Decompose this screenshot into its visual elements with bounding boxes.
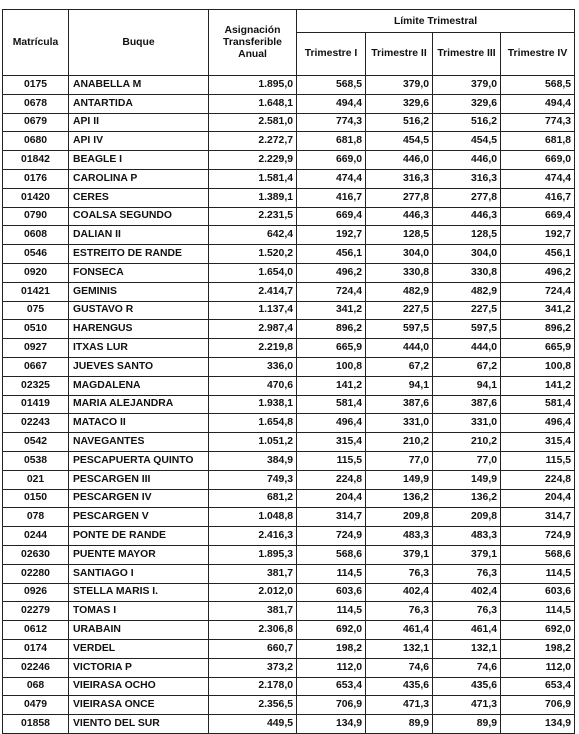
trimestre-4-cell: 114,5 [501,564,575,583]
trimestre-4-cell: 198,2 [501,639,575,658]
asignacion-cell: 2.231,5 [209,207,297,226]
trimestre-4-cell: 603,6 [501,583,575,602]
trimestre-3-cell: 210,2 [433,433,501,452]
table-row [3,226,575,245]
trimestre-4-cell: 724,9 [501,527,575,546]
trimestre-2-cell: 209,8 [366,508,433,527]
trimestre-2-cell: 210,2 [366,433,433,452]
table-row [3,470,575,489]
buque-cell: MATACO II [69,414,209,433]
matricula-cell: 0678 [3,94,69,113]
matricula-cell: 02243 [3,414,69,433]
table-row [3,395,575,414]
asignacion-cell: 2.219,8 [209,339,297,358]
trimestre-2-cell: 74,6 [366,658,433,677]
buque-cell: MAGDALENA [69,376,209,395]
trimestre-4-cell: 204,4 [501,489,575,508]
trimestre-1-cell: 416,7 [297,188,366,207]
trimestre-4-cell: 314,7 [501,508,575,527]
buque-cell: VIENTO DEL SUR [69,715,209,734]
asignacion-cell: 381,7 [209,564,297,583]
trimestre-1-cell: 496,4 [297,414,366,433]
buque-cell: NAVEGANTES [69,433,209,452]
buque-cell: SANTIAGO I [69,564,209,583]
trimestre-2-cell: 482,9 [366,282,433,301]
buque-cell: PESCAPUERTA QUINTO [69,451,209,470]
matricula-cell: 0176 [3,169,69,188]
buque-cell: ANABELLA M [69,76,209,95]
matricula-cell: 0926 [3,583,69,602]
buque-cell: PESCARGEN V [69,508,209,527]
trimestre-4-cell: 315,4 [501,433,575,452]
buque-cell: API IV [69,132,209,151]
asignacion-cell: 1.048,8 [209,508,297,527]
asignacion-cell: 2.012,0 [209,583,297,602]
trimestre-1-cell: 114,5 [297,564,366,583]
trimestre-3-cell: 471,3 [433,696,501,715]
trimestre-2-cell: 76,3 [366,564,433,583]
matricula-cell: 0546 [3,245,69,264]
table-row [3,169,575,188]
table-row [3,527,575,546]
trimestre-1-cell: 100,8 [297,357,366,376]
header-asignacion: Asignación Transferible Anual [209,10,297,76]
asignacion-cell: 1.648,1 [209,94,297,113]
trimestre-4-cell: 494,4 [501,94,575,113]
table-row [3,132,575,151]
table-row [3,545,575,564]
asignacion-cell: 336,0 [209,357,297,376]
trimestre-3-cell: 132,1 [433,639,501,658]
matricula-cell: 02630 [3,545,69,564]
matricula-cell: 01858 [3,715,69,734]
buque-cell: STELLA MARIS I. [69,583,209,602]
asignacion-cell: 373,2 [209,658,297,677]
table-row [3,320,575,339]
trimestre-2-cell: 76,3 [366,602,433,621]
trimestre-4-cell: 192,7 [501,226,575,245]
asignacion-cell: 1.520,2 [209,245,297,264]
buque-cell: DALIAN II [69,226,209,245]
trimestre-4-cell: 681,8 [501,132,575,151]
trimestre-2-cell: 454,5 [366,132,433,151]
asignacion-cell: 1.895,3 [209,545,297,564]
trimestre-3-cell: 316,3 [433,169,501,188]
trimestre-3-cell: 379,0 [433,76,501,95]
trimestre-4-cell: 669,0 [501,151,575,170]
asignacion-cell: 2.178,0 [209,677,297,696]
table-row [3,339,575,358]
table-row [3,188,575,207]
trimestre-2-cell: 435,6 [366,677,433,696]
trimestre-3-cell: 136,2 [433,489,501,508]
table-row [3,489,575,508]
asignacion-cell: 2.229,9 [209,151,297,170]
trimestre-2-cell: 67,2 [366,357,433,376]
trimestre-3-cell: 227,5 [433,301,501,320]
trimestre-3-cell: 209,8 [433,508,501,527]
trimestre-3-cell: 483,3 [433,527,501,546]
trimestre-2-cell: 446,0 [366,151,433,170]
trimestre-2-cell: 77,0 [366,451,433,470]
buque-cell: VIEIRASA ONCE [69,696,209,715]
matricula-cell: 0174 [3,639,69,658]
trimestre-2-cell: 277,8 [366,188,433,207]
asignacion-cell: 1.938,1 [209,395,297,414]
buque-cell: CAROLINA P [69,169,209,188]
asignacion-cell: 1.654,8 [209,414,297,433]
asignacion-cell: 449,5 [209,715,297,734]
matricula-cell: 0790 [3,207,69,226]
trimestre-3-cell: 128,5 [433,226,501,245]
trimestre-2-cell: 227,5 [366,301,433,320]
table-row [3,76,575,95]
table-row [3,602,575,621]
trimestre-1-cell: 198,2 [297,639,366,658]
trimestre-1-cell: 141,2 [297,376,366,395]
trimestre-2-cell: 94,1 [366,376,433,395]
trimestre-2-cell: 483,3 [366,527,433,546]
trimestre-2-cell: 461,4 [366,621,433,640]
asignacion-cell: 642,4 [209,226,297,245]
buque-cell: TOMAS I [69,602,209,621]
matricula-cell: 0150 [3,489,69,508]
trimestre-4-cell: 416,7 [501,188,575,207]
trimestre-2-cell: 132,1 [366,639,433,658]
trimestre-3-cell: 89,9 [433,715,501,734]
matricula-cell: 01421 [3,282,69,301]
trimestre-4-cell: 474,4 [501,169,575,188]
matricula-cell: 0510 [3,320,69,339]
table-row [3,508,575,527]
trimestre-3-cell: 330,8 [433,263,501,282]
trimestre-2-cell: 402,4 [366,583,433,602]
asignacion-cell: 1.389,1 [209,188,297,207]
trimestre-2-cell: 329,6 [366,94,433,113]
header-trimestre-4: Trimestre IV [501,33,575,76]
buque-cell: VIEIRASA OCHO [69,677,209,696]
table-row [3,433,575,452]
trimestre-3-cell: 444,0 [433,339,501,358]
trimestre-1-cell: 568,5 [297,76,366,95]
trimestre-2-cell: 516,2 [366,113,433,132]
table-row [3,715,575,734]
matricula-cell: 02246 [3,658,69,677]
trimestre-1-cell: 114,5 [297,602,366,621]
matricula-cell: 02279 [3,602,69,621]
trimestre-1-cell: 474,4 [297,169,366,188]
trimestre-1-cell: 568,6 [297,545,366,564]
buque-cell: BEAGLE I [69,151,209,170]
asignacion-cell: 1.654,0 [209,263,297,282]
trimestre-4-cell: 496,2 [501,263,575,282]
trimestre-3-cell: 94,1 [433,376,501,395]
table-row [3,677,575,696]
trimestre-1-cell: 669,0 [297,151,366,170]
table-row [3,621,575,640]
trimestre-3-cell: 77,0 [433,451,501,470]
trimestre-3-cell: 446,0 [433,151,501,170]
header-limite-trimestral: Límite Trimestral [297,10,575,33]
trimestre-4-cell: 134,9 [501,715,575,734]
trimestre-4-cell: 581,4 [501,395,575,414]
trimestre-2-cell: 387,6 [366,395,433,414]
trimestre-2-cell: 316,3 [366,169,433,188]
table-row [3,245,575,264]
matricula-cell: 0612 [3,621,69,640]
matricula-cell: 0542 [3,433,69,452]
table-row [3,564,575,583]
asignacion-cell: 381,7 [209,602,297,621]
asignacion-cell: 2.987,4 [209,320,297,339]
trimestre-2-cell: 136,2 [366,489,433,508]
trimestre-2-cell: 446,3 [366,207,433,226]
trimestre-1-cell: 724,4 [297,282,366,301]
trimestre-4-cell: 341,2 [501,301,575,320]
matricula-cell: 02325 [3,376,69,395]
matricula-cell: 0175 [3,76,69,95]
header-trimestre-3: Trimestre III [433,33,501,76]
trimestre-3-cell: 76,3 [433,602,501,621]
buque-cell: HARENGUS [69,320,209,339]
asignacion-cell: 384,9 [209,451,297,470]
trimestre-2-cell: 89,9 [366,715,433,734]
matricula-cell: 0608 [3,226,69,245]
trimestre-1-cell: 494,4 [297,94,366,113]
trimestre-4-cell: 568,5 [501,76,575,95]
trimestre-1-cell: 315,4 [297,433,366,452]
trimestre-4-cell: 665,9 [501,339,575,358]
trimestre-3-cell: 461,4 [433,621,501,640]
trimestre-4-cell: 568,6 [501,545,575,564]
matricula-cell: 0680 [3,132,69,151]
trimestre-1-cell: 692,0 [297,621,366,640]
trimestre-3-cell: 67,2 [433,357,501,376]
table-row [3,583,575,602]
trimestre-4-cell: 112,0 [501,658,575,677]
table-row [3,301,575,320]
table-row [3,94,575,113]
trimestre-1-cell: 112,0 [297,658,366,677]
header-trimestre-2: Trimestre II [366,33,433,76]
trimestre-4-cell: 724,4 [501,282,575,301]
table-row [3,414,575,433]
buque-cell: PONTE DE RANDE [69,527,209,546]
buque-cell: CERES [69,188,209,207]
buque-cell: ESTREITO DE RANDE [69,245,209,264]
asignacion-cell: 2.356,5 [209,696,297,715]
asignacion-cell: 1.895,0 [209,76,297,95]
matricula-cell: 0538 [3,451,69,470]
quota-table [2,9,575,734]
trimestre-3-cell: 454,5 [433,132,501,151]
buque-cell: PUENTE MAYOR [69,545,209,564]
table-row [3,113,575,132]
buque-cell: GEMINIS [69,282,209,301]
trimestre-3-cell: 74,6 [433,658,501,677]
trimestre-2-cell: 379,1 [366,545,433,564]
buque-cell: ANTARTIDA [69,94,209,113]
asignacion-cell: 2.416,3 [209,527,297,546]
trimestre-1-cell: 581,4 [297,395,366,414]
trimestre-3-cell: 277,8 [433,188,501,207]
trimestre-2-cell: 444,0 [366,339,433,358]
trimestre-1-cell: 603,6 [297,583,366,602]
trimestre-4-cell: 141,2 [501,376,575,395]
trimestre-2-cell: 304,0 [366,245,433,264]
trimestre-1-cell: 115,5 [297,451,366,470]
matricula-cell: 0244 [3,527,69,546]
trimestre-4-cell: 669,4 [501,207,575,226]
asignacion-cell: 749,3 [209,470,297,489]
matricula-cell: 021 [3,470,69,489]
matricula-cell: 0920 [3,263,69,282]
trimestre-3-cell: 76,3 [433,564,501,583]
trimestre-3-cell: 331,0 [433,414,501,433]
table-body [3,76,575,734]
matricula-cell: 01420 [3,188,69,207]
trimestre-3-cell: 329,6 [433,94,501,113]
asignacion-cell: 1.137,4 [209,301,297,320]
table-header [3,10,575,76]
header-matricula: Matrícula [3,10,69,76]
trimestre-1-cell: 192,7 [297,226,366,245]
table-row [3,658,575,677]
buque-cell: FONSECA [69,263,209,282]
trimestre-4-cell: 224,8 [501,470,575,489]
matricula-cell: 0667 [3,357,69,376]
header-trimestre-1: Trimestre I [297,33,366,76]
trimestre-1-cell: 681,8 [297,132,366,151]
trimestre-3-cell: 402,4 [433,583,501,602]
trimestre-4-cell: 115,5 [501,451,575,470]
asignacion-cell: 660,7 [209,639,297,658]
trimestre-3-cell: 304,0 [433,245,501,264]
matricula-cell: 0927 [3,339,69,358]
buque-cell: MARIA ALEJANDRA [69,395,209,414]
trimestre-1-cell: 724,9 [297,527,366,546]
trimestre-1-cell: 456,1 [297,245,366,264]
trimestre-4-cell: 100,8 [501,357,575,376]
trimestre-4-cell: 653,4 [501,677,575,696]
matricula-cell: 01419 [3,395,69,414]
trimestre-3-cell: 379,1 [433,545,501,564]
table-row [3,357,575,376]
trimestre-4-cell: 496,4 [501,414,575,433]
matricula-cell: 075 [3,301,69,320]
asignacion-cell: 1.051,2 [209,433,297,452]
buque-cell: GUSTAVO R [69,301,209,320]
trimestre-2-cell: 471,3 [366,696,433,715]
trimestre-2-cell: 331,0 [366,414,433,433]
trimestre-3-cell: 482,9 [433,282,501,301]
trimestre-1-cell: 653,4 [297,677,366,696]
table-row [3,639,575,658]
buque-cell: API II [69,113,209,132]
table-row [3,451,575,470]
trimestre-1-cell: 774,3 [297,113,366,132]
asignacion-cell: 2.272,7 [209,132,297,151]
trimestre-2-cell: 128,5 [366,226,433,245]
table-row [3,151,575,170]
buque-cell: ITXAS LUR [69,339,209,358]
buque-cell: URABAIN [69,621,209,640]
trimestre-4-cell: 706,9 [501,696,575,715]
trimestre-2-cell: 597,5 [366,320,433,339]
matricula-cell: 078 [3,508,69,527]
buque-cell: PESCARGEN III [69,470,209,489]
trimestre-1-cell: 706,9 [297,696,366,715]
trimestre-2-cell: 379,0 [366,76,433,95]
matricula-cell: 0479 [3,696,69,715]
matricula-cell: 02280 [3,564,69,583]
asignacion-cell: 2.306,8 [209,621,297,640]
asignacion-cell: 2.581,0 [209,113,297,132]
trimestre-1-cell: 224,8 [297,470,366,489]
matricula-cell: 01842 [3,151,69,170]
matricula-cell: 068 [3,677,69,696]
trimestre-4-cell: 692,0 [501,621,575,640]
trimestre-1-cell: 896,2 [297,320,366,339]
buque-cell: VERDEL [69,639,209,658]
trimestre-1-cell: 669,4 [297,207,366,226]
buque-cell: VICTORIA P [69,658,209,677]
trimestre-3-cell: 516,2 [433,113,501,132]
trimestre-3-cell: 149,9 [433,470,501,489]
asignacion-cell: 1.581,4 [209,169,297,188]
trimestre-1-cell: 314,7 [297,508,366,527]
trimestre-4-cell: 456,1 [501,245,575,264]
table-row [3,282,575,301]
table-row [3,376,575,395]
asignacion-cell: 2.414,7 [209,282,297,301]
asignacion-cell: 681,2 [209,489,297,508]
trimestre-4-cell: 774,3 [501,113,575,132]
table-row [3,263,575,282]
trimestre-2-cell: 149,9 [366,470,433,489]
header-buque: Buque [69,10,209,76]
trimestre-2-cell: 330,8 [366,263,433,282]
trimestre-4-cell: 114,5 [501,602,575,621]
trimestre-1-cell: 341,2 [297,301,366,320]
trimestre-3-cell: 446,3 [433,207,501,226]
trimestre-3-cell: 597,5 [433,320,501,339]
matricula-cell: 0679 [3,113,69,132]
table-row [3,207,575,226]
buque-cell: PESCARGEN IV [69,489,209,508]
trimestre-3-cell: 387,6 [433,395,501,414]
buque-cell: JUEVES SANTO [69,357,209,376]
trimestre-1-cell: 204,4 [297,489,366,508]
trimestre-1-cell: 496,2 [297,263,366,282]
trimestre-3-cell: 435,6 [433,677,501,696]
trimestre-1-cell: 665,9 [297,339,366,358]
trimestre-4-cell: 896,2 [501,320,575,339]
trimestre-1-cell: 134,9 [297,715,366,734]
asignacion-cell: 470,6 [209,376,297,395]
buque-cell: COALSA SEGUNDO [69,207,209,226]
